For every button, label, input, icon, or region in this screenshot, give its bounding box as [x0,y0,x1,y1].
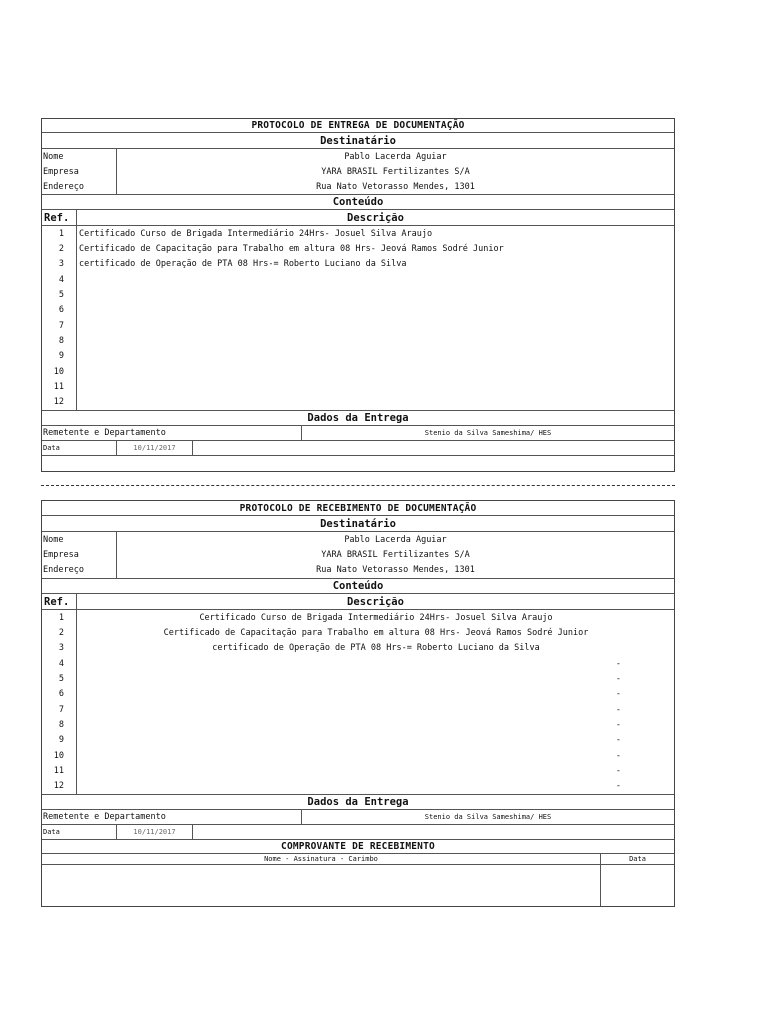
item-row [42,379,674,394]
item-dash: - [615,673,621,684]
receipt-date-label: Data [43,827,60,836]
item-row [42,364,674,379]
delivery-col-desc: Descrição [347,211,404,224]
item-row [42,349,674,364]
delivery-company-value: YARA BRASIL Fertilizantes S/A [321,166,470,177]
delivery-content-header: Conteúdo [42,195,674,210]
receipt-name-label: Nome [43,534,64,545]
receipt-sender-label: Remetente e Departamento [43,811,166,822]
receipt-signature-label: Nome - Assinatura - Carimbo [264,854,378,863]
item-description: Certificado de Capacitação para Trabalho em altura 08 Hrs- Jeová Ramos Sodré Junior [163,627,589,638]
delivery-name-label: Nome [43,151,64,162]
receipt-recipient-header: Destinatário [42,516,674,532]
item-dash: - [615,689,621,700]
item-ref: 11 [53,381,64,392]
delivery-date-label: Data [43,443,60,452]
item-row [42,779,674,794]
item-description [78,748,674,763]
item-description: Certificado Curso de Brigada Intermediário 24Hrs- Josuel Silva Araujo [199,612,553,623]
receipt-sender-row [42,810,674,825]
item-ref: 6 [58,689,64,700]
receipt-content-header: Conteúdo [42,579,674,594]
receipt-protocol-form [41,500,675,907]
receipt-signature-header-row [42,854,674,865]
delivery-sender-value: Stenio da Silva Sameshima/ HES [424,428,552,437]
item-row [42,241,674,256]
item-row [42,226,674,241]
item-ref: 8 [58,719,64,730]
delivery-recipient-block [42,149,674,195]
receipt-recipient-block [42,532,674,579]
item-ref: 4 [58,274,64,285]
item-row [42,656,674,671]
item-ref: 11 [53,765,64,776]
delivery-column-headers [42,210,674,226]
item-ref: 2 [58,627,64,638]
item-ref: 1 [58,612,64,623]
receipt-items-list [42,610,674,795]
receipt-proof-header: COMPROVANTE DE RECEBIMENTO [42,840,674,854]
item-description [78,687,674,702]
item-description [78,717,674,732]
item-ref: 9 [58,735,64,746]
receipt-signature-area[interactable] [42,865,674,906]
receipt-col-desc: Descrição [347,595,404,608]
delivery-recipient-header: Destinatário [42,133,674,149]
item-row [42,257,674,272]
item-dash: - [615,765,621,776]
delivery-company-label: Empresa [43,166,79,177]
item-dash: - [615,719,621,730]
receipt-data-header: Dados da Entrega [42,795,674,810]
item-row [42,702,674,717]
receipt-company-value: YARA BRASIL Fertilizantes S/A [321,549,470,560]
item-ref: 12 [53,397,64,408]
item-row [42,717,674,732]
delivery-address-value: Rua Nato Vetorasso Mendes, 1301 [316,181,475,192]
delivery-title: PROTOCOLO DE ENTREGA DE DOCUMENTAÇÃO [42,119,674,133]
item-description [78,656,674,671]
item-row [42,287,674,302]
item-row [42,333,674,348]
item-ref: 9 [58,351,64,362]
item-description: Certificado de Capacitação para Trabalho em altura 08 Hrs- Jeová Ramos Sodré Junior [79,243,504,254]
item-dash: - [615,658,621,669]
item-dash: - [615,781,621,792]
delivery-sender-label: Remetente e Departamento [43,427,166,438]
item-row [42,318,674,333]
receipt-address-value: Rua Nato Vetorasso Mendes, 1301 [316,565,475,575]
delivery-col-ref: Ref. [44,211,70,224]
item-dash: - [615,704,621,715]
item-ref: 7 [58,320,64,331]
receipt-date-value: 10/11/2017 [133,827,176,836]
item-row [42,395,674,410]
receipt-signature-date-label: Data [629,854,646,863]
item-description [78,779,674,794]
item-ref: 5 [58,289,64,300]
receipt-col-ref: Ref. [44,595,70,608]
item-ref: 4 [58,658,64,669]
item-row [42,748,674,763]
delivery-sender-row [42,426,674,441]
receipt-name-value: Pablo Lacerda Aguiar [344,534,447,545]
delivery-blank-row [42,456,674,471]
item-description [78,733,674,748]
item-description: certificado de Operação de PTA 08 Hrs-= Roberto Luciano da Silva [79,259,407,270]
delivery-protocol-form [41,118,675,472]
item-ref: 7 [58,704,64,715]
item-row [42,671,674,686]
receipt-column-headers [42,594,674,610]
item-ref: 5 [58,673,64,684]
item-row [42,272,674,287]
item-row [42,625,674,640]
receipt-title: PROTOCOLO DE RECEBIMENTO DE DOCUMENTAÇÃO [42,501,674,516]
item-ref: 1 [58,228,64,239]
item-description [78,763,674,778]
item-ref: 10 [53,366,64,377]
item-row [42,610,674,625]
receipt-address-label: Endereço [43,565,84,575]
item-description [78,671,674,686]
item-ref: 12 [53,781,64,792]
item-row [42,687,674,702]
receipt-sender-value: Stenio da Silva Sameshima/ HES [424,812,552,821]
item-description [78,702,674,717]
item-description: certificado de Operação de PTA 08 Hrs-= Roberto Luciano da Silva [212,643,540,654]
delivery-date-row [42,441,674,456]
cut-line [41,485,675,486]
item-ref: 8 [58,335,64,346]
item-ref: 3 [58,259,64,270]
item-ref: 6 [58,305,64,316]
item-dash: - [615,750,621,761]
receipt-date-row [42,825,674,840]
item-ref: 10 [53,750,64,761]
item-row [42,733,674,748]
item-ref: 2 [58,243,64,254]
item-dash: - [615,735,621,746]
delivery-address-label: Endereço [43,181,84,192]
delivery-name-value: Pablo Lacerda Aguiar [344,151,447,162]
delivery-items-list [42,226,674,411]
item-row [42,641,674,656]
item-row [42,763,674,778]
item-ref: 3 [58,643,64,654]
delivery-date-value: 10/11/2017 [133,443,176,452]
item-description: Certificado Curso de Brigada Intermediário 24Hrs- Josuel Silva Araujo [79,228,433,239]
receipt-company-label: Empresa [43,549,79,560]
item-row [42,303,674,318]
delivery-data-header: Dados da Entrega [42,411,674,426]
